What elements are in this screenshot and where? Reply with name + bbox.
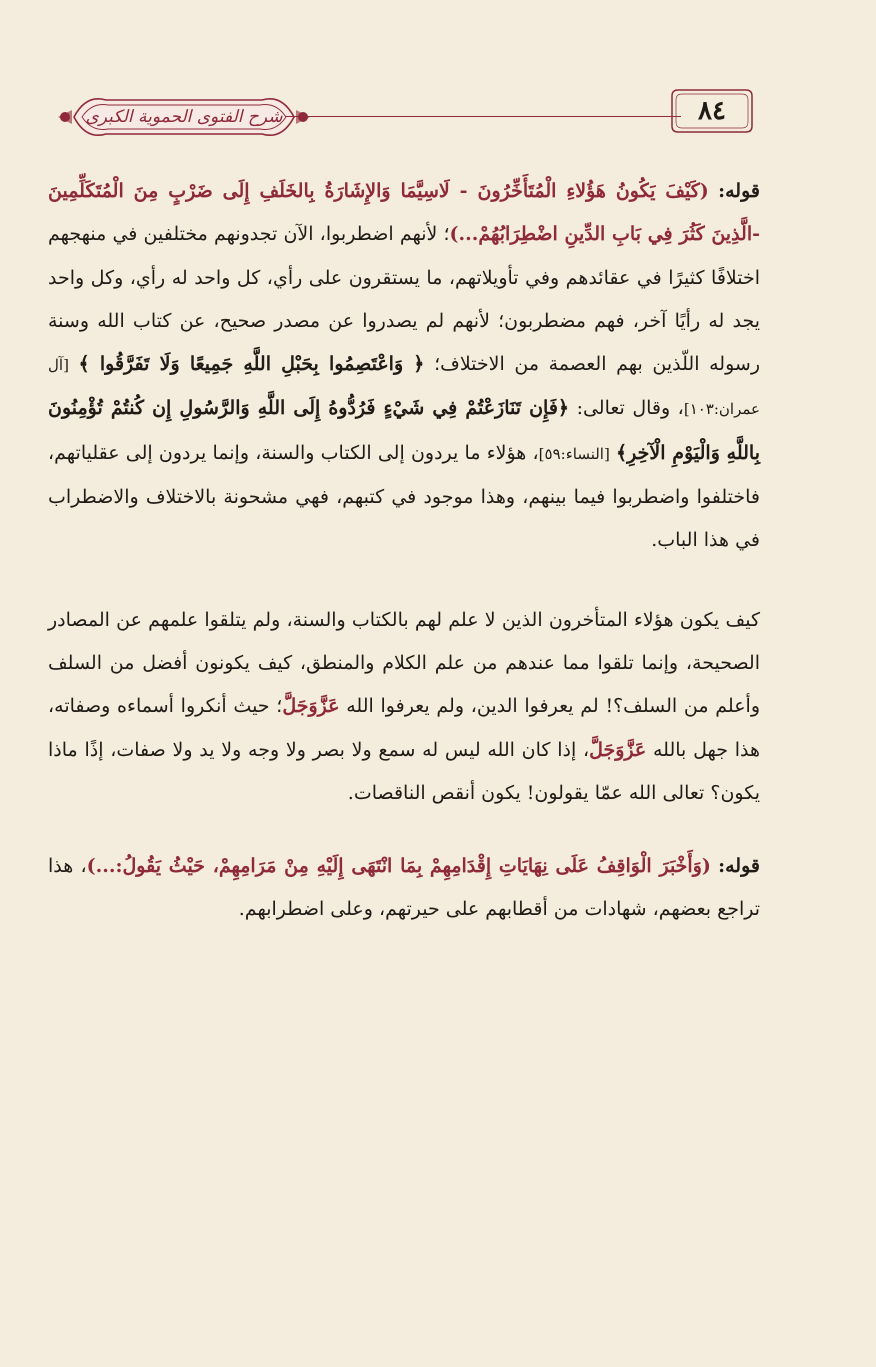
book-title-banner <box>56 88 312 146</box>
paragraph-3 <box>48 845 760 932</box>
honorific: عَزَّوَجَلَّ <box>282 695 340 718</box>
commentary-text: ، وقال تعالى: <box>576 397 684 420</box>
quran-verse: ﴿ وَاعْتَصِمُوا بِحَبْلِ اللَّهِ جَمِيعًا وَلَا تَفَرَّقُوا ﴾ <box>78 353 425 376</box>
commentary-text: ، هذا تراجع بعضهم، شهادات من أقطابهم على حيرتهم، وعلى اضطرابهم. <box>48 855 760 921</box>
commentary-text: كيف يكون هؤلاء المتأخرون الذين لا علم لهم بالكتاب والسنة، ولم يتلقوا علمهم عن المصادر الصحيحة، وإنما تلقوا مما عندهم من علم الكلام والمنطق، كيف يكونون أفضل من السلف وأعلم من السلف؟! لم يعرفوا الدين، ولم يعرفوا الله <box>48 608 760 718</box>
commentary-text: ، هؤلاء ما يردون إلى الكتاب والسنة، وإنما يردون إلى عقلياتهم، فاختلفوا واضطربوا فيما بينهم، وهذا موجود في كتبهم، فهي مشحونة بالاختلاف والاضطراب في هذا الباب. <box>48 441 760 552</box>
verse-reference: [النساء:٥٩] <box>538 444 610 463</box>
book-title: شرح الفتوى الحموية الكبرى <box>85 107 283 127</box>
header-rule <box>285 116 681 117</box>
page-body <box>48 170 760 932</box>
quran-verse: ﴿فَإِن تَنَازَعْتُمْ فِي شَيْءٍ فَرُدُّوهُ إِلَى اللَّهِ وَالرَّسُولِ إِن كُنتُمْ تُؤْمِنُونَ بِاللَّهِ وَالْيَوْمِ الْآخِرِ﴾ <box>48 397 760 464</box>
paragraph-1 <box>48 170 760 563</box>
honorific: عَزَّوَجَلَّ <box>589 738 647 761</box>
commentary-text: ؛ حيث أنكروا أسماءه وصفاته، هذا جهل بالله <box>48 695 760 761</box>
page-number: ٨٤ <box>698 96 726 126</box>
commentary-text: ؛ لأنهم اضطربوا، الآن تجدونهم مختلفين في منهجهم اختلافًا كثيرًا في عقائدهم وفي تأويلاتهم، ما يستقرون على رأي، كل واحد له رأي، وكل واحد يجد له رأيًا آخر، فهم مضطربون؛ لأنهم لم يصدروا عن مصدر صحيح، عن كتاب الله وسنة رسوله اللّذين بهم العصمة من الاختلاف؛ <box>48 223 761 376</box>
paragraph-2 <box>48 599 760 815</box>
page-number-frame <box>668 84 756 138</box>
commentary-text: ، إذا كان الله ليس له سمع ولا بصر ولا وجه ولا يد ولا صفات، إذًا ماذا يكون؟ تعالى الله عمّا يقولون! يكون أنقص الناقصات. <box>48 738 760 804</box>
matn-quote: (كَيْفَ يَكُونُ هَؤُلاءِ الْمُتَأَخِّرُونَ - لَاسِيَّمَا وَالإِشَارَةُ بِالخَلَفِ إِلَى ضَرْبٍ مِنَ الْمُتَكَلِّمِينَ -الَّذِينَ كَثُرَ فِي بَابِ الدِّينِ اضْطِرَابُهُمْ...) <box>48 180 761 246</box>
matn-quote: (وَأَخْبَرَ الْوَاقِفُ عَلَى نِهَايَاتِ إِقْدَامِهِمْ بِمَا انْتَهَى إِلَيْهِ مِنْ مَرَامِهِمْ، حَيْثُ يَقُولُ:...) <box>86 855 711 878</box>
page-header <box>0 78 876 158</box>
verse-reference: [آل عمران:١٠٣] <box>48 356 760 419</box>
label-qawluhu: قوله: <box>718 855 760 878</box>
label-qawluhu: قوله: <box>718 180 760 202</box>
